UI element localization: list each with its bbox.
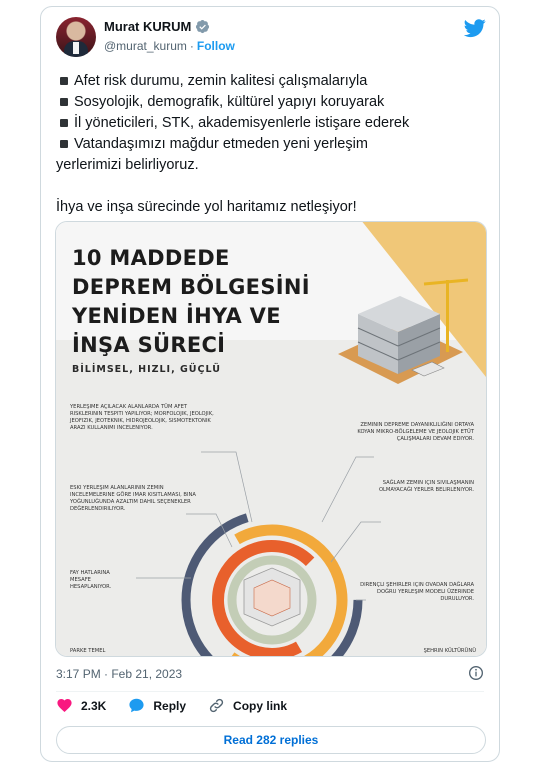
- read-replies-button[interactable]: Read 282 replies: [56, 726, 486, 754]
- reply-button[interactable]: [128, 697, 186, 714]
- square-bullet-icon: [60, 119, 68, 127]
- reply-label: Reply: [153, 698, 187, 713]
- tweet-body: [56, 71, 486, 218]
- infographic-note: FAY HATLARINA MESAFE HESAPLANIYOR.: [70, 570, 112, 590]
- tweet-header: [56, 17, 486, 61]
- tweet-actions: [56, 697, 287, 714]
- infographic-note: SAĞLAM ZEMIN IÇIN SIVILAŞMANIN OLMAYACAĞI YERLER BELIRLENIYOR.: [378, 480, 474, 493]
- bullet-line: [56, 71, 486, 92]
- bullet-text: Afet risk durumu, zemin kalitesi çalışmalarıyla: [74, 73, 368, 89]
- infographic-subtitle: BİLİMSEL, HIZLI, GÜÇLÜ: [72, 364, 221, 375]
- name-row: [104, 19, 210, 34]
- copy-link-label: Copy link: [233, 698, 288, 713]
- bullet-line: [56, 134, 486, 155]
- handle-row: [104, 39, 235, 53]
- tweet-timestamp[interactable]: 3:17 PM · Feb 21, 2023: [56, 667, 183, 681]
- avatar-shirt: [73, 42, 79, 54]
- title-line: DEPREM BÖLGESİNİ: [72, 275, 310, 299]
- infographic-note: ESKI YERLEŞIM ALANLARININ ZEMIN INCELEMELERINE GÖRE IMAR KISITLAMASI, BINA YOĞUNLUĞUNDA AZALTIM DAHIL SEÇENEKLER DEĞERLENDIRILIYOR.: [70, 485, 196, 512]
- closing-line: İhya ve inşa sürecinde yol haritamız netleşiyor!: [56, 199, 357, 215]
- like-count: 2.3K: [81, 698, 107, 713]
- bullet-line: [56, 113, 486, 134]
- square-bullet-icon: [60, 77, 68, 85]
- tweet-card: [40, 6, 500, 762]
- author-handle[interactable]: @murat_kurum: [104, 39, 187, 53]
- verified-badge-icon: [195, 19, 210, 34]
- copy-link-button[interactable]: [208, 697, 287, 714]
- reply-bubble-icon: [128, 697, 145, 714]
- infographic-note: PARKE TEMEL: [70, 648, 106, 654]
- bullet-line: [56, 92, 486, 113]
- bullet-text: Sosyolojik, demografik, kültürel yapıyı koruyarak: [74, 94, 385, 110]
- infographic-note: DIRENÇLI ŞEHIRLER IÇIN OVADAN DAĞLARA DOĞRU YERLEŞIM MODELI ÜZERINDE DURULUYOR.: [360, 582, 474, 602]
- heart-icon: [56, 697, 73, 714]
- infographic-note: ZEMININ DEPREME DAYANIKLILIĞINI ORTAYA KOYAN MIKRO-BÖLGELEME VE JEOLOJIK ETÜT ÇALIŞMALARI DEVAM EDIYOR.: [357, 422, 474, 442]
- bullet-text: İl yöneticileri, STK, akademisyenlerle istişare ederek: [74, 115, 410, 131]
- tweet-media-image[interactable]: [55, 221, 487, 657]
- link-icon: [208, 697, 225, 714]
- info-icon[interactable]: [468, 665, 484, 681]
- bullet-text: Vatandaşımızı mağdur etmeden yeni yerleşim: [74, 136, 368, 152]
- title-line: İNŞA SÜRECİ: [72, 333, 226, 357]
- infographic-rings: [56, 222, 487, 657]
- title-line: 10 MADDEDE: [72, 246, 230, 270]
- author-name[interactable]: Murat KURUM: [104, 19, 192, 34]
- title-line: YENİDEN İHYA VE: [72, 304, 281, 328]
- square-bullet-icon: [60, 140, 68, 148]
- like-button[interactable]: [56, 697, 106, 714]
- square-bullet-icon: [60, 98, 68, 106]
- infographic-note: ŞEHRIN KÜLTÜRÜNÜ: [423, 648, 476, 654]
- divider: [56, 691, 484, 692]
- separator-dot: ·: [189, 39, 194, 53]
- avatar[interactable]: [56, 17, 96, 57]
- twitter-bird-icon[interactable]: [464, 17, 486, 39]
- follow-button[interactable]: Follow: [196, 39, 235, 53]
- paragraph-gap: [56, 176, 486, 197]
- infographic-note: YERLEŞIME AÇILACAK ALANLARDA TÜM AFET RISKLERININ TESPITI YAPILIYOR; MORFOLOJIK, JEOLOJIK, JEOFIZIK, JEOTEKNIK, HIDROJEOLOJIK, SISMOTEKTONIK ARAZI KULLANIMI INCELENIYOR.: [70, 404, 214, 431]
- bullet-continuation: yerlerimizi belirliyoruz.: [56, 157, 199, 173]
